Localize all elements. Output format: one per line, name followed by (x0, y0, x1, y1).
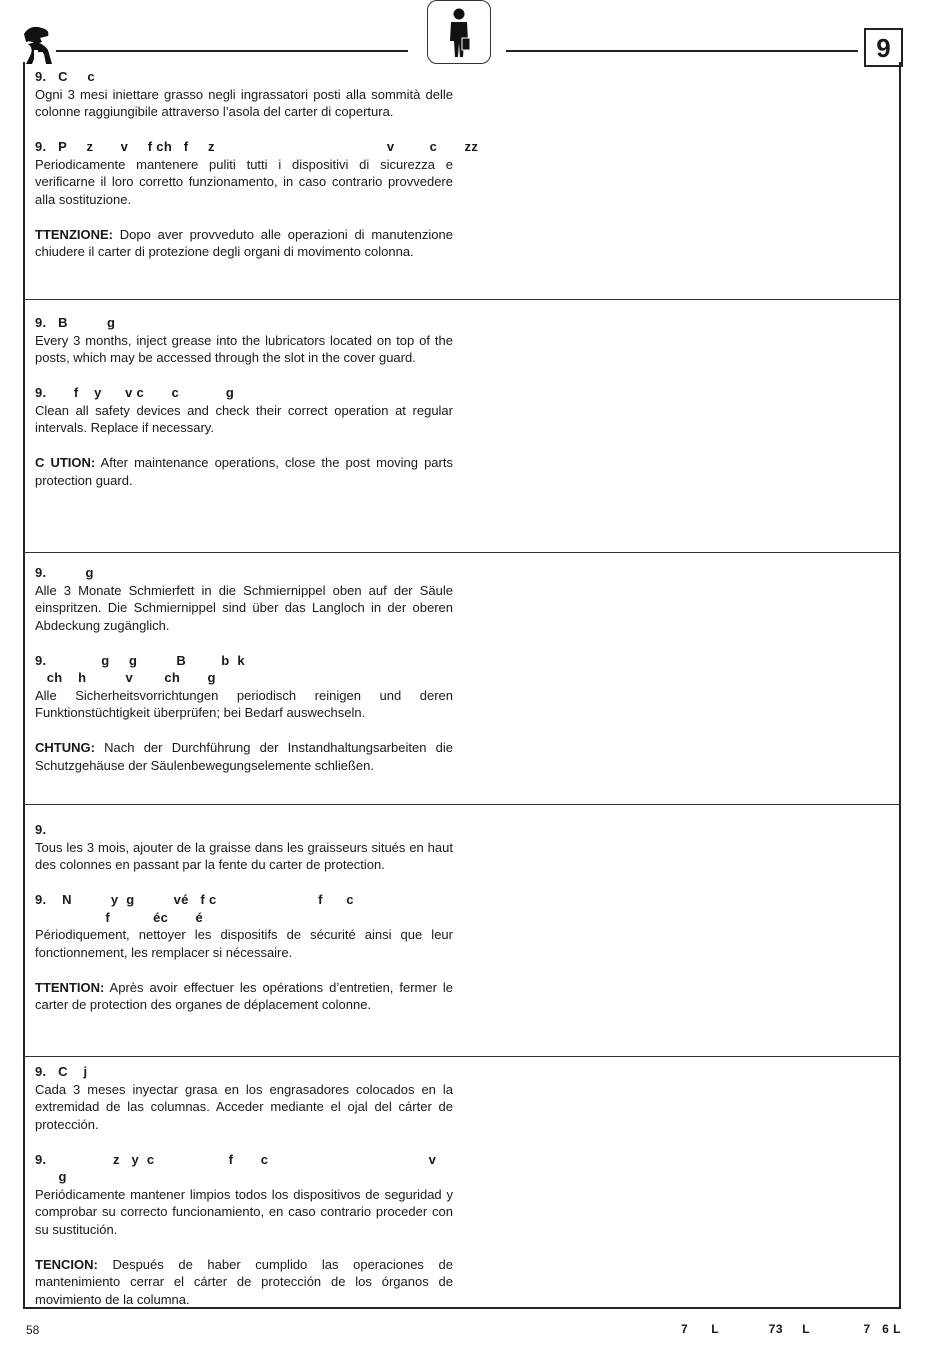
warning-label: CHTUNG: (35, 740, 95, 755)
warning-label: TTENTION: (35, 979, 105, 995)
section-english-text (35, 314, 453, 489)
section-english (23, 299, 901, 552)
section-italian-text (35, 68, 479, 261)
brand-logo-icon (20, 24, 58, 66)
section-spanish (23, 1056, 901, 1309)
warning-label: TTENZIONE: (35, 226, 113, 242)
paragraph-safety-devices: Alle Sicherheitsvorrichtungen periodisch reinigen und deren Funktionstüchtigkeit überprüfen; bei Bedarf auswechseln. (35, 687, 453, 720)
heading-lubrication: 9. g (35, 565, 94, 580)
warning-note (35, 454, 453, 489)
operator-badge (427, 0, 491, 64)
heading-safety-devices: 9. f y v c c g (35, 385, 235, 400)
section-spanish-text (35, 1063, 453, 1308)
section-german-text (35, 564, 453, 774)
warning-label: C UTION: (35, 455, 96, 470)
section-german (23, 552, 901, 804)
heading-safety-devices: 9. z y c f c v (35, 1151, 437, 1167)
heading-safety-devices-continued: g (35, 1169, 67, 1184)
heading-safety-devices-continued: ch h v ch g (35, 670, 216, 685)
paragraph-lubrication: Tous les 3 mois, ajouter de la graisse dans les graisseurs situés en haut des colonnes en passant par la fente du carter de protection. (35, 839, 453, 872)
paragraph-lubrication: Ogni 3 mesi iniettare grasso negli ingrassatori posti alla sommità delle colonne raggiungibile attraverso l’asola del carter di copertura. (35, 86, 453, 119)
section-french-text (35, 821, 453, 1014)
heading-lubrication: 9. (35, 822, 47, 837)
section-italian (23, 62, 901, 299)
warning-text: Dopo aver provveduto alle operazioni di manutenzione chiudere il carter di protezione degli organi di movimento colonna. (35, 226, 453, 259)
heading-lubrication: 9. C j (35, 1064, 88, 1079)
warning-note (35, 979, 453, 1014)
person-icon (428, 1, 490, 63)
warning-text: Nach der Durchführung der Instandhaltungsarbeiten die Schutzgehäuse der Säulenbewegungselemente schließen. (35, 740, 453, 773)
model-list: 7 L 73 L 7 6 L (681, 1322, 901, 1336)
warning-label: TENCION: (35, 1256, 98, 1272)
warning-text: Después de haber cumplido las operaciones de mantenimiento cerrar el cárter de protección de los órganos de movimiento de la columna. (35, 1256, 453, 1307)
warning-text: After maintenance operations, close the post moving parts protection guard. (35, 455, 453, 488)
paragraph-lubrication: Alle 3 Monate Schmierfett in die Schmiernippel oben auf der Säule einspritzen. Die Schmiernippel sind über das Langloch in der oberen Abdeckung zugänglich. (35, 582, 453, 633)
warning-text: Après avoir effectuer les opérations d’entretien, fermer le carter de protection des organes de déplacement colonne. (35, 979, 453, 1012)
warning-note (35, 226, 453, 261)
header-rule-left (56, 50, 408, 52)
heading-lubrication: 9. B g (35, 315, 116, 330)
heading-safety-devices: 9. g g B b k (35, 652, 245, 668)
heading-lubrication: 9. C c (35, 69, 95, 84)
heading-safety-devices: 9. N y g vé f c f c (35, 892, 354, 907)
section-french (23, 804, 901, 1056)
header-rule-right (506, 50, 858, 52)
chapter-number: 9 (864, 28, 903, 67)
warning-note (35, 1256, 453, 1309)
paragraph-safety-devices: Périodiquement, nettoyer les dispositifs de sécurité ainsi que leur fonctionnement, les remplacer si nécessaire. (35, 927, 453, 960)
paragraph-lubrication: Every 3 months, inject grease into the lubricators located on top of the posts, which may be accessed through the slot in the cover guard. (35, 332, 453, 365)
paragraph-lubrication: Cada 3 meses inyectar grasa en los engrasadores colocados en la extremidad de las columnas. Acceder mediante el ojal del cárter de protección. (35, 1081, 453, 1132)
paragraph-safety-devices: Periodicamente mantenere puliti tutti i dispositivi di sicurezza e verificarne il loro corretto funzionamento, in caso contrario provvedere alla sostituzione. (35, 156, 453, 207)
warning-note (35, 739, 453, 774)
paragraph-safety-devices: Periódicamente mantener limpios todos los dispositivos de seguridad y comprobar su correcto funcionamiento, en caso contrario proceder con su sustitución. (35, 1186, 453, 1237)
heading-safety-devices-continued: f éc é (35, 909, 204, 925)
paragraph-safety-devices: Clean all safety devices and check their correct operation at regular intervals. Replace if necessary. (35, 402, 453, 435)
heading-safety-devices: 9. P z v f ch f z v c zz (35, 139, 479, 154)
page-number: 58 (26, 1323, 40, 1337)
